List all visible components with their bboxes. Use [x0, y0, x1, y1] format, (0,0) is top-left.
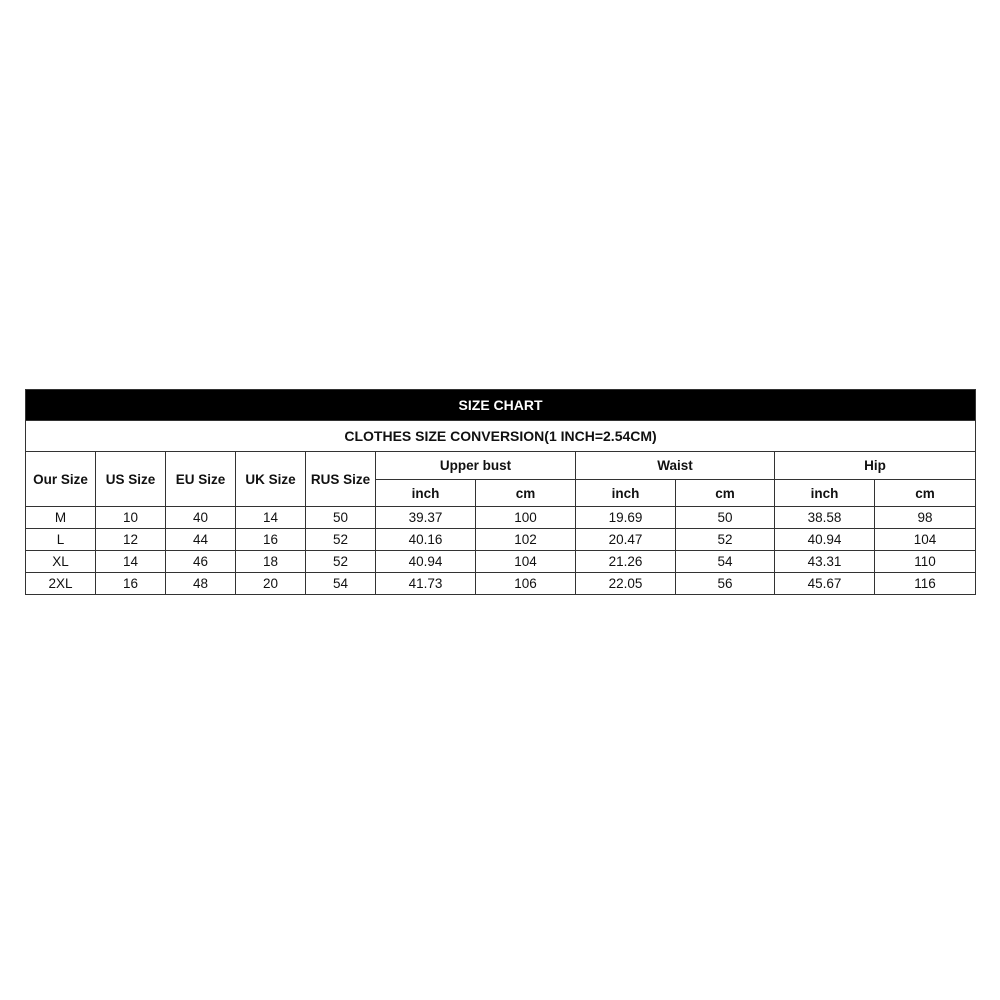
cell-upper-bust-inch: 41.73 — [376, 573, 476, 595]
cell-eu-size: 40 — [166, 507, 236, 529]
cell-our-size: 2XL — [26, 573, 96, 595]
cell-uk-size: 14 — [236, 507, 306, 529]
table-row — [26, 573, 976, 595]
cell-rus-size: 52 — [306, 529, 376, 551]
title-row — [26, 390, 976, 421]
cell-upper-bust-cm: 102 — [476, 529, 576, 551]
cell-rus-size: 50 — [306, 507, 376, 529]
table-row — [26, 529, 976, 551]
header-waist-inch: inch — [576, 480, 676, 507]
cell-waist-inch: 21.26 — [576, 551, 676, 573]
header-row-primary — [26, 452, 976, 480]
cell-waist-cm: 56 — [676, 573, 775, 595]
cell-uk-size: 16 — [236, 529, 306, 551]
header-waist: Waist — [576, 452, 775, 480]
cell-hip-inch: 40.94 — [775, 529, 875, 551]
cell-hip-cm: 116 — [875, 573, 976, 595]
header-us-size: US Size — [96, 452, 166, 507]
cell-hip-inch: 38.58 — [775, 507, 875, 529]
cell-waist-cm: 54 — [676, 551, 775, 573]
header-eu-size: EU Size — [166, 452, 236, 507]
cell-hip-cm: 104 — [875, 529, 976, 551]
cell-us-size: 10 — [96, 507, 166, 529]
subtitle-row — [26, 421, 976, 452]
cell-waist-cm: 50 — [676, 507, 775, 529]
cell-us-size: 14 — [96, 551, 166, 573]
cell-uk-size: 20 — [236, 573, 306, 595]
header-our-size: Our Size — [26, 452, 96, 507]
header-hip-cm: cm — [875, 480, 976, 507]
header-uk-size: UK Size — [236, 452, 306, 507]
cell-us-size: 16 — [96, 573, 166, 595]
header-hip-inch: inch — [775, 480, 875, 507]
header-upper-bust-inch: inch — [376, 480, 476, 507]
cell-us-size: 12 — [96, 529, 166, 551]
cell-our-size: M — [26, 507, 96, 529]
cell-hip-inch: 43.31 — [775, 551, 875, 573]
cell-upper-bust-inch: 40.94 — [376, 551, 476, 573]
size-chart — [25, 389, 975, 595]
cell-upper-bust-cm: 104 — [476, 551, 576, 573]
header-rus-size: RUS Size — [306, 452, 376, 507]
cell-eu-size: 48 — [166, 573, 236, 595]
cell-hip-cm: 98 — [875, 507, 976, 529]
table-row — [26, 551, 976, 573]
cell-waist-inch: 20.47 — [576, 529, 676, 551]
cell-waist-cm: 52 — [676, 529, 775, 551]
chart-title: SIZE CHART — [26, 390, 976, 421]
cell-eu-size: 46 — [166, 551, 236, 573]
cell-our-size: L — [26, 529, 96, 551]
cell-our-size: XL — [26, 551, 96, 573]
cell-upper-bust-inch: 40.16 — [376, 529, 476, 551]
cell-upper-bust-inch: 39.37 — [376, 507, 476, 529]
chart-subtitle: CLOTHES SIZE CONVERSION(1 INCH=2.54CM) — [26, 421, 976, 452]
cell-hip-inch: 45.67 — [775, 573, 875, 595]
cell-uk-size: 18 — [236, 551, 306, 573]
cell-eu-size: 44 — [166, 529, 236, 551]
header-upper-bust-cm: cm — [476, 480, 576, 507]
cell-rus-size: 52 — [306, 551, 376, 573]
cell-waist-inch: 22.05 — [576, 573, 676, 595]
header-upper-bust: Upper bust — [376, 452, 576, 480]
cell-upper-bust-cm: 100 — [476, 507, 576, 529]
header-hip: Hip — [775, 452, 976, 480]
cell-waist-inch: 19.69 — [576, 507, 676, 529]
cell-rus-size: 54 — [306, 573, 376, 595]
header-waist-cm: cm — [676, 480, 775, 507]
table-row — [26, 507, 976, 529]
cell-upper-bust-cm: 106 — [476, 573, 576, 595]
size-chart-table — [25, 389, 976, 595]
cell-hip-cm: 110 — [875, 551, 976, 573]
